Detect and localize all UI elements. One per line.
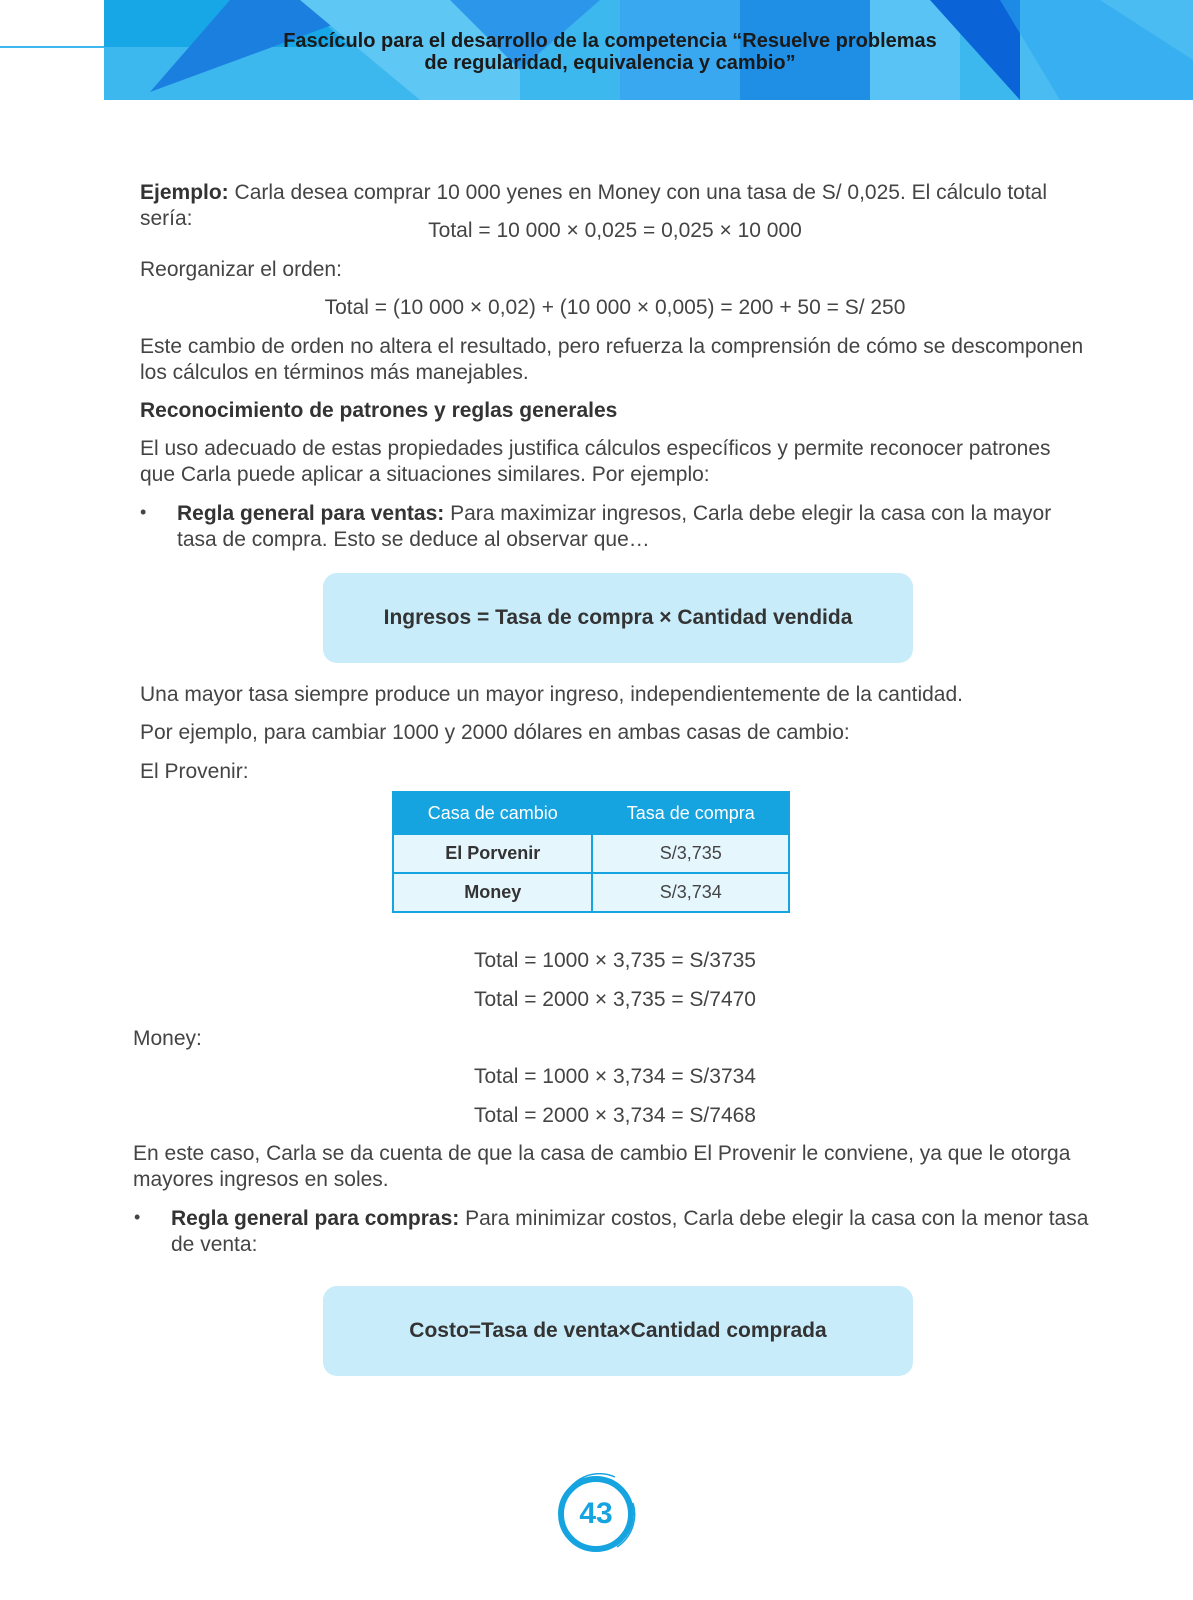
formula-line-2: Total = (10 000 × 0,02) + (10 000 × 0,005) = 200 + 50 = S/ 250 <box>324 296 906 319</box>
table-cell-name: El Porvenir <box>393 834 592 873</box>
table-row <box>393 873 789 912</box>
rule-purchases-text: Para minimizar costos, Carla debe elegir la casa con la menor tasa de venta: <box>171 1207 1089 1256</box>
explanation-paragraph: Este cambio de orden no altera el resultado, pero refuerza la comprensión de cómo se descomponen los cálculos en términos más manejables. <box>140 335 1084 384</box>
calc-money-1: Total = 1000 × 3,734 = S/3734 <box>474 1065 756 1088</box>
rule-sales-text: Para maximizar ingresos, Carla debe elegir la casa con la mayor tasa de compra. Esto se deduce al observar que… <box>177 502 1052 551</box>
formula-box-cost <box>323 1286 913 1376</box>
rule-sales-label: Regla general para ventas: <box>177 502 445 525</box>
header-title <box>230 30 990 74</box>
table-header-row <box>393 792 789 834</box>
money-label: Money: <box>133 1027 202 1050</box>
table-cell-name: Money <box>393 873 592 912</box>
table-header-rate: Tasa de compra <box>592 792 789 834</box>
header-title-line1: Fascículo para el desarrollo de la competencia “Resuelve problemas <box>283 30 937 52</box>
provenir-label: El Provenir: <box>140 760 249 783</box>
page-number: 43 <box>579 1497 613 1530</box>
rule-sales-paragraph <box>177 501 1090 553</box>
rule-purchases-label: Regla general para compras: <box>171 1207 460 1230</box>
header-title-line2: de regularidad, equivalencia y cambio” <box>424 52 796 74</box>
rates-table <box>392 791 790 913</box>
conclusion-paragraph: En este caso, Carla se da cuenta de que la casa de cambio El Provenir le conviene, ya que le otorga mayores ingresos en soles. <box>133 1142 1071 1191</box>
rule-purchases-paragraph <box>171 1206 1090 1258</box>
table-header-exchange: Casa de cambio <box>393 792 592 834</box>
reorganize-label: Reorganizar el orden: <box>140 258 342 281</box>
calc-provenir-1: Total = 1000 × 3,735 = S/3735 <box>474 949 756 972</box>
page-number-badge <box>555 1473 637 1555</box>
bullet-sales: • <box>140 502 147 522</box>
section-heading: Reconocimiento de patrones y reglas generales <box>140 399 618 422</box>
table-cell-rate: S/3,734 <box>592 873 789 912</box>
calc-money-2: Total = 2000 × 3,734 = S/7468 <box>474 1104 756 1127</box>
example-label: Ejemplo: <box>140 181 229 204</box>
formula-cost: Costo=Tasa de venta×Cantidad comprada <box>409 1319 827 1342</box>
formula-box-income <box>323 573 913 663</box>
formula-line-1: Total = 10 000 × 0,025 = 0,025 × 10 000 <box>428 219 802 242</box>
calc-provenir-2: Total = 2000 × 3,735 = S/7470 <box>474 988 756 1011</box>
example-text: Carla desea comprar 10 000 yenes en Money con una tasa de S/ 0,025. El cálculo total sería: <box>140 181 1048 230</box>
after-sales-line2: Por ejemplo, para cambiar 1000 y 2000 dólares en ambas casas de cambio: <box>140 721 850 744</box>
table-row <box>393 834 789 873</box>
after-sales-line1: Una mayor tasa siempre produce un mayor ingreso, independientemente de la cantidad. <box>140 683 963 706</box>
header-banner <box>0 0 1193 100</box>
section-intro: El uso adecuado de estas propiedades justifica cálculos específicos y permite reconocer patrones que Carla puede aplicar a situaciones similares. Por ejemplo: <box>140 437 1051 486</box>
table-cell-rate: S/3,735 <box>592 834 789 873</box>
formula-income: Ingresos = Tasa de compra × Cantidad vendida <box>383 606 853 629</box>
bullet-purchases: • <box>134 1207 141 1227</box>
